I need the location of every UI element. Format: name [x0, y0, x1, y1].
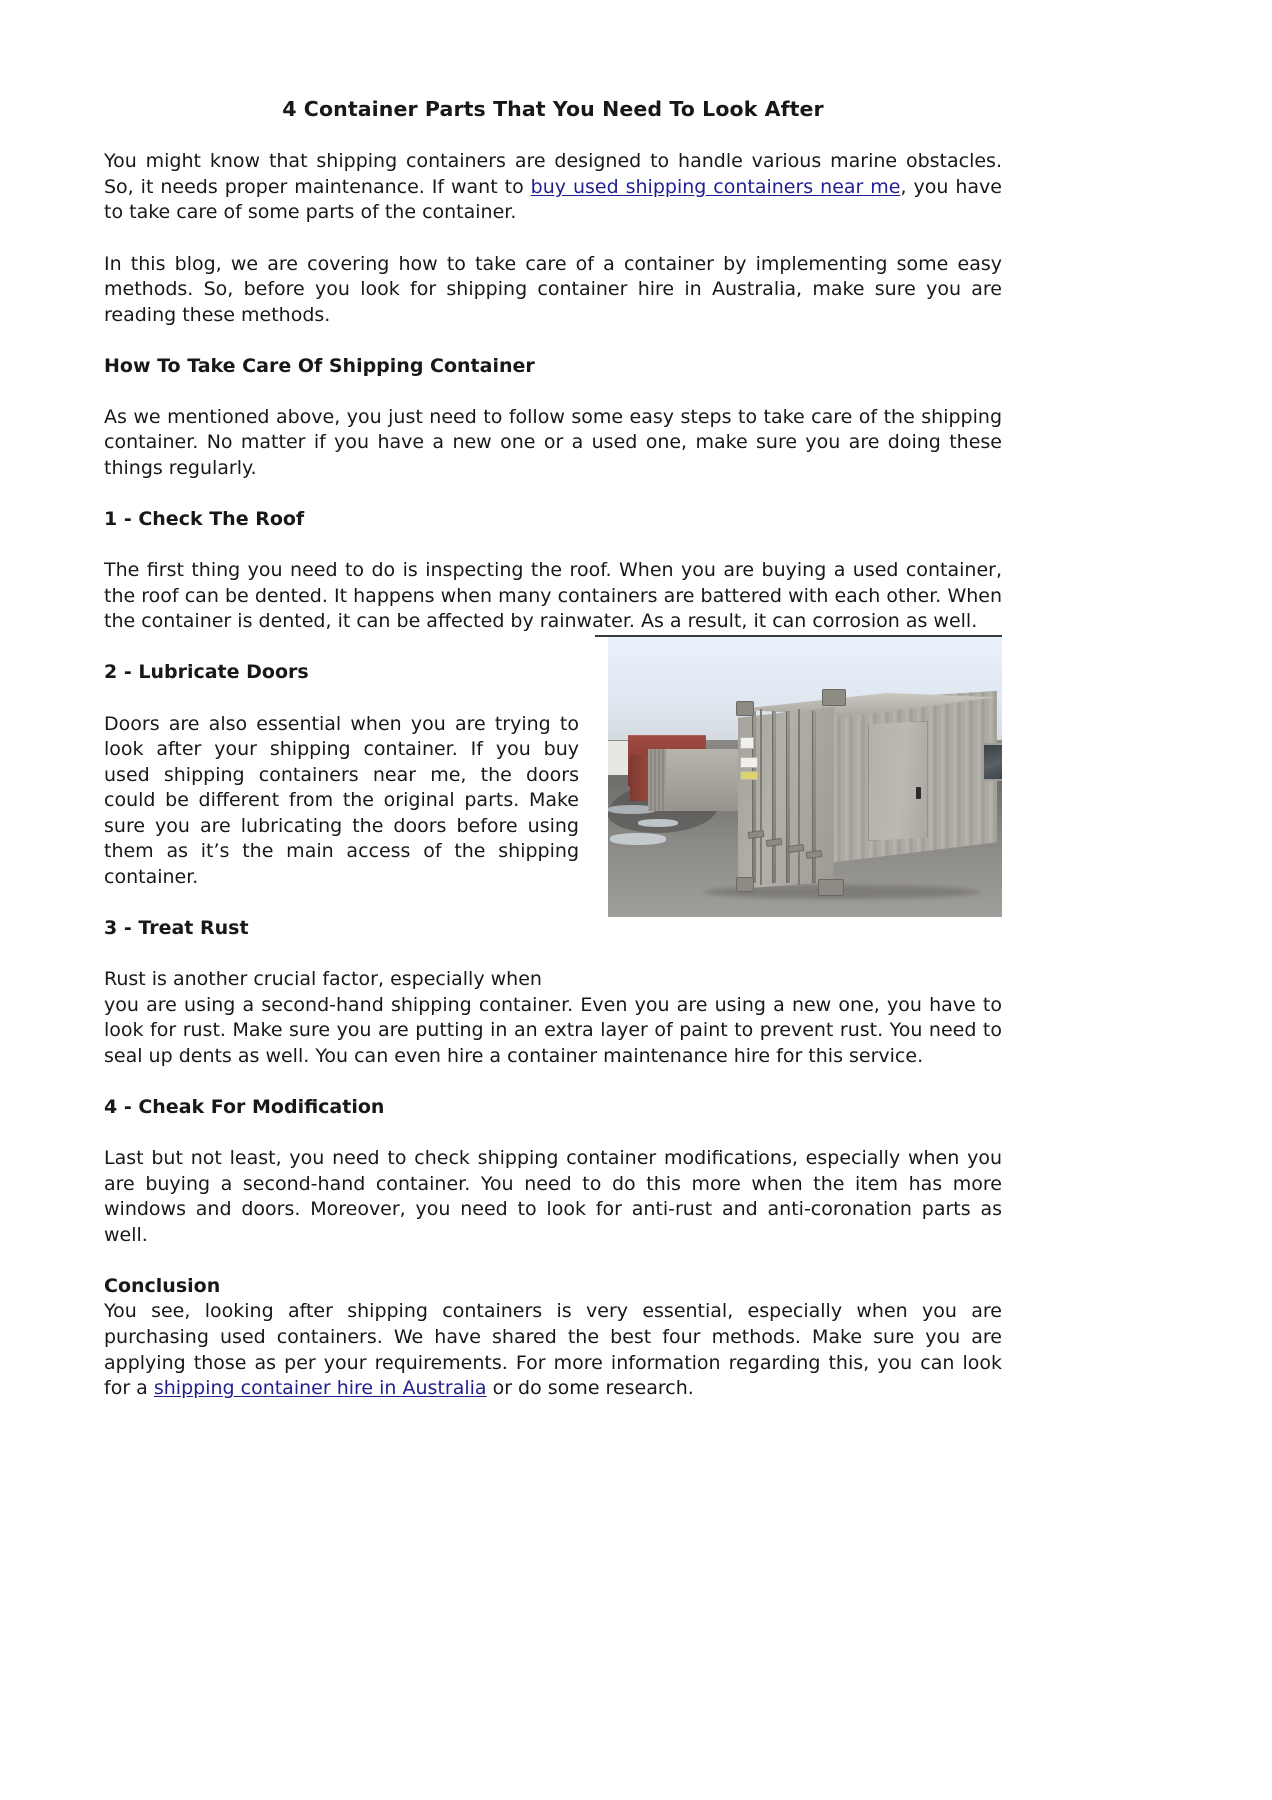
container-photo-image [608, 637, 1002, 917]
spacer [104, 379, 1002, 405]
photo-locking-rod [786, 711, 790, 883]
heading-step-1-check-the-roof: 1 - Check The Roof [104, 508, 305, 531]
photo-personnel-door [868, 721, 928, 841]
conclusion-text-after-link: or do some research. [486, 1377, 694, 1400]
photo-locking-rod [772, 711, 776, 883]
paragraph-conclusion [104, 1299, 1002, 1401]
spacer [104, 942, 1002, 968]
photo-container-label [740, 737, 754, 749]
paragraph-how-to-body: As we mentioned above, you just need to follow some easy steps to take care of the shipping container. No matter if you have a new one or a used one, make sure you are doing these things regularly. [104, 405, 1002, 479]
photo-container-label [740, 757, 758, 768]
heading-step-2-lubricate-doors: 2 - Lubricate Doors [104, 661, 309, 684]
spacer [104, 1121, 1002, 1147]
heading-step-3-treat-rust: 3 - Treat Rust [104, 917, 249, 940]
photo-puddle [638, 819, 678, 827]
photo-door-seam [760, 709, 762, 885]
heading-step-4-cheak-for-modification: 4 - Cheak For Modification [104, 1095, 385, 1118]
page-title: 4 Container Parts That You Need To Look After [282, 97, 824, 121]
intro-text-after-link: , you have to take care of some parts of the container. [104, 175, 1002, 224]
photo-corner-casting [736, 877, 754, 892]
paragraph-intro-2: In this blog, we are covering how to take care of a container by implementing some easy methods. So, before you look for shipping container hire in Australia, make sure you are reading these methods. [104, 252, 1002, 326]
intro-text-before-link: You might know that shipping containers are designed to handle various marine obstacles. So, it needs proper maintenance. If want to [104, 150, 1002, 198]
photo-side-window [982, 743, 1002, 781]
spacer [104, 1248, 1002, 1274]
spacer [104, 533, 1002, 559]
heading-how-to-take-care: How To Take Care Of Shipping Container [104, 354, 535, 377]
photo-door-handle [916, 787, 921, 799]
paragraph-doors-body: Doors are also essential when you are trying to look after your shipping container. If you buy used shipping containers near me, the doors could be different from the original parts. Make sure you are lubricating the doors before using them as it’s the main access of the shipping container. [104, 712, 579, 888]
photo-corner-casting [822, 689, 846, 706]
paragraph-rust-lead: Rust is another crucial factor, especially when [104, 968, 542, 991]
heading-conclusion: Conclusion [104, 1274, 221, 1297]
spacer [104, 1069, 1002, 1095]
spacer [104, 328, 1002, 354]
photo-puddle [610, 833, 666, 845]
spacer [104, 226, 1002, 252]
paragraph-intro-1 [104, 149, 1002, 226]
photo-main-container [700, 681, 990, 903]
paragraph-modification-body: Last but not least, you need to check shipping container modifications, especially when you are buying a second-hand container. You need to do this more when the item has more windows and doors. Moreover, you need to look for anti-rust and anti-coronation parts as well. [104, 1147, 1002, 1246]
photo-container-label [740, 771, 758, 780]
conclusion-text-before-link: You see, looking after shipping containers is very essential, especially when you are purchasing used containers. We have shared the best four methods. Make sure you are applying those as per your requirements. For more information regarding this, you can look for a [104, 1300, 1002, 1400]
photo-door-seam [798, 709, 800, 885]
photo-corner-casting [818, 879, 844, 896]
paragraph-roof-body: The first thing you need to do is inspecting the roof. When you are buying a used container, the roof can be dented. It happens when many containers are battered with each other. When the container is dented, it can be affected by rainwater. As a result, it can corrosion as well. [104, 559, 1002, 633]
link-buy-used-shipping-containers-near-me[interactable]: buy used shipping containers near me [530, 175, 901, 198]
paragraph-rust-body: you are using a second-hand shipping container. Even you are using a new one, you have to look for rust. Make sure you are putting in an extra layer of paint to prevent rust. You need to seal up dents as well. You can even hire a container maintenance hire for this service. [104, 993, 1002, 1067]
figure-container-photo [595, 635, 1002, 917]
spacer [104, 124, 1002, 150]
photo-corner-casting [736, 701, 754, 716]
link-shipping-container-hire-in-australia[interactable]: shipping container hire in Australia [153, 1377, 487, 1400]
document-content [104, 96, 1002, 1402]
spacer [104, 482, 1002, 508]
